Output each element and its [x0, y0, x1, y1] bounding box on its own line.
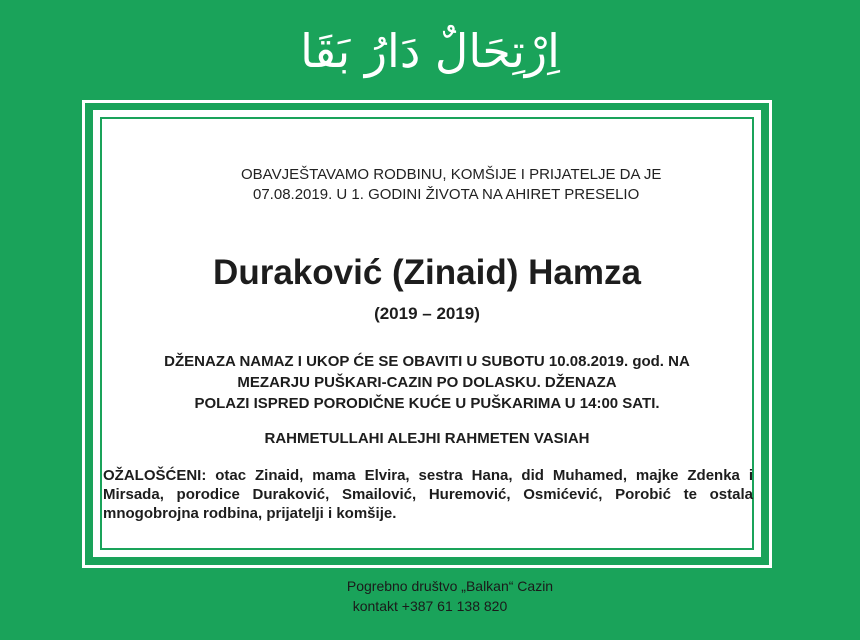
footer [0, 576, 860, 616]
header-calligraphy: اِرْتِحَالٌ دَارُ بَقَا [300, 24, 560, 78]
deceased-name: Duraković (Zinaid) Hamza [213, 253, 641, 292]
contact-info: kontakt +387 61 138 820 [352, 598, 508, 614]
funeral-company: Pogrebno društvo „Balkan“ Cazin [346, 578, 554, 594]
announce-line-1: DŽENAZA NAMAZ I UKOP ĆE SE OBAVITI U SUBOTU 10.08.2019. god. NA [164, 353, 690, 370]
funeral-announcement [123, 351, 731, 414]
intro-text [93, 165, 761, 205]
prayer-line: RAHMETULLAHI ALEJHI RAHMETEN VASIAH [264, 430, 590, 447]
announce-line-2: MEZARJU PUŠKARI-CAZIN PO DOLASKU. DŽENAZA [237, 374, 617, 391]
mourners-paragraph: OŽALOŠĆENI: otac Zinaid, mama Elvira, sestra Hana, did Muhamed, majke Zdenka i Mirsada, porodice Duraković, Smailović, Huremović, Osmićević, Porobić te ostala mnogobrojna rodbina, prijatelji i komšije. [103, 467, 753, 522]
notice-panel [93, 110, 761, 557]
intro-line-2: 07.08.2019. U 1. GODINI ŽIVOTA NA AHIRET PRESELIO [253, 186, 640, 203]
life-years: (2019 – 2019) [374, 304, 480, 323]
intro-line-1: OBAVJEŠTAVAMO RODBINU, KOMŠIJE I PRIJATELJE DA JE [241, 166, 662, 183]
announce-line-3: POLAZI ISPRED PORODIČNE KUĆE U PUŠKARIMA U 14:00 SATI. [194, 395, 660, 412]
